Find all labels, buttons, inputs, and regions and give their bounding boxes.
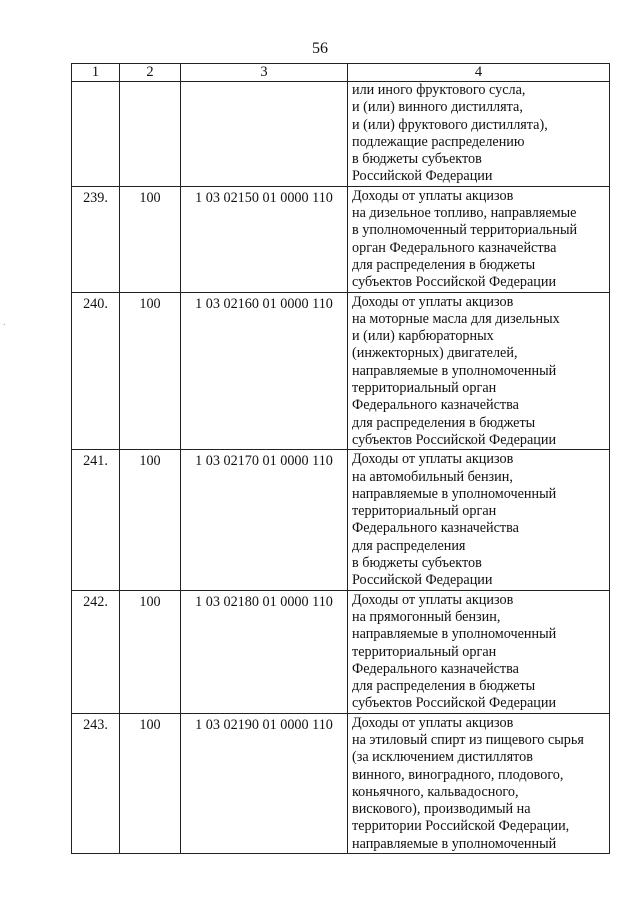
margin-mark: .	[3, 317, 6, 328]
revenue-description: Доходы от уплаты акцизов на моторные масла для дизельных и (или) карбюраторных (инжекторных) двигателей, направляемые в уполномоченный территориальный орган Федерального казначейства для распределения в бюджеты субъектов Российской Федерации	[348, 292, 610, 450]
admin-code: 100	[120, 713, 181, 853]
table-row	[72, 82, 610, 187]
table-row	[72, 450, 610, 590]
revenue-description: или иного фруктового сусла, и (или) винного дистиллята, и (или) фруктового дистиллята), подлежащие распределению в бюджеты субъектов Российской Федерации	[348, 82, 610, 187]
table-row	[72, 713, 610, 853]
revenue-description: Доходы от уплаты акцизов на прямогонный бензин, направляемые в уполномоченный территориальный орган Федерального казначейства для распределения в бюджеты субъектов Российской Федерации	[348, 590, 610, 713]
row-number: 239.	[72, 186, 120, 292]
row-number: 240.	[72, 292, 120, 450]
row-number: 243.	[72, 713, 120, 853]
column-header-2: 2	[120, 64, 181, 82]
admin-code	[120, 82, 181, 187]
budget-code: 1 03 02160 01 0000 110	[181, 292, 348, 450]
admin-code: 100	[120, 450, 181, 590]
budget-code: 1 03 02170 01 0000 110	[181, 450, 348, 590]
page-number: 56	[312, 40, 328, 57]
revenue-table	[71, 63, 610, 854]
table-row	[72, 292, 610, 450]
admin-code: 100	[120, 292, 181, 450]
column-header-3: 3	[181, 64, 348, 82]
budget-code	[181, 82, 348, 187]
budget-code: 1 03 02190 01 0000 110	[181, 713, 348, 853]
table-row	[72, 590, 610, 713]
admin-code: 100	[120, 590, 181, 713]
row-number: 242.	[72, 590, 120, 713]
budget-code: 1 03 02150 01 0000 110	[181, 186, 348, 292]
row-number	[72, 82, 120, 187]
revenue-description: Доходы от уплаты акцизов на автомобильный бензин, направляемые в уполномоченный территориальный орган Федерального казначейства для распределения в бюджеты субъектов Российской Федерации	[348, 450, 610, 590]
admin-code: 100	[120, 186, 181, 292]
row-number: 241.	[72, 450, 120, 590]
table-row	[72, 186, 610, 292]
table-header-row	[72, 64, 610, 82]
budget-code: 1 03 02180 01 0000 110	[181, 590, 348, 713]
column-header-1: 1	[72, 64, 120, 82]
column-header-4: 4	[348, 64, 610, 82]
revenue-description: Доходы от уплаты акцизов на дизельное топливо, направляемые в уполномоченный территориальный орган Федерального казначейства для распределения в бюджеты субъектов Российской Федерации	[348, 186, 610, 292]
revenue-description: Доходы от уплаты акцизов на этиловый спирт из пищевого сырья (за исключением дистиллятов винного, виноградного, плодового, коньячного, кальвадосного, вискового), производимый на территории Российской Федерации, направляемые в уполномоченный	[348, 713, 610, 853]
